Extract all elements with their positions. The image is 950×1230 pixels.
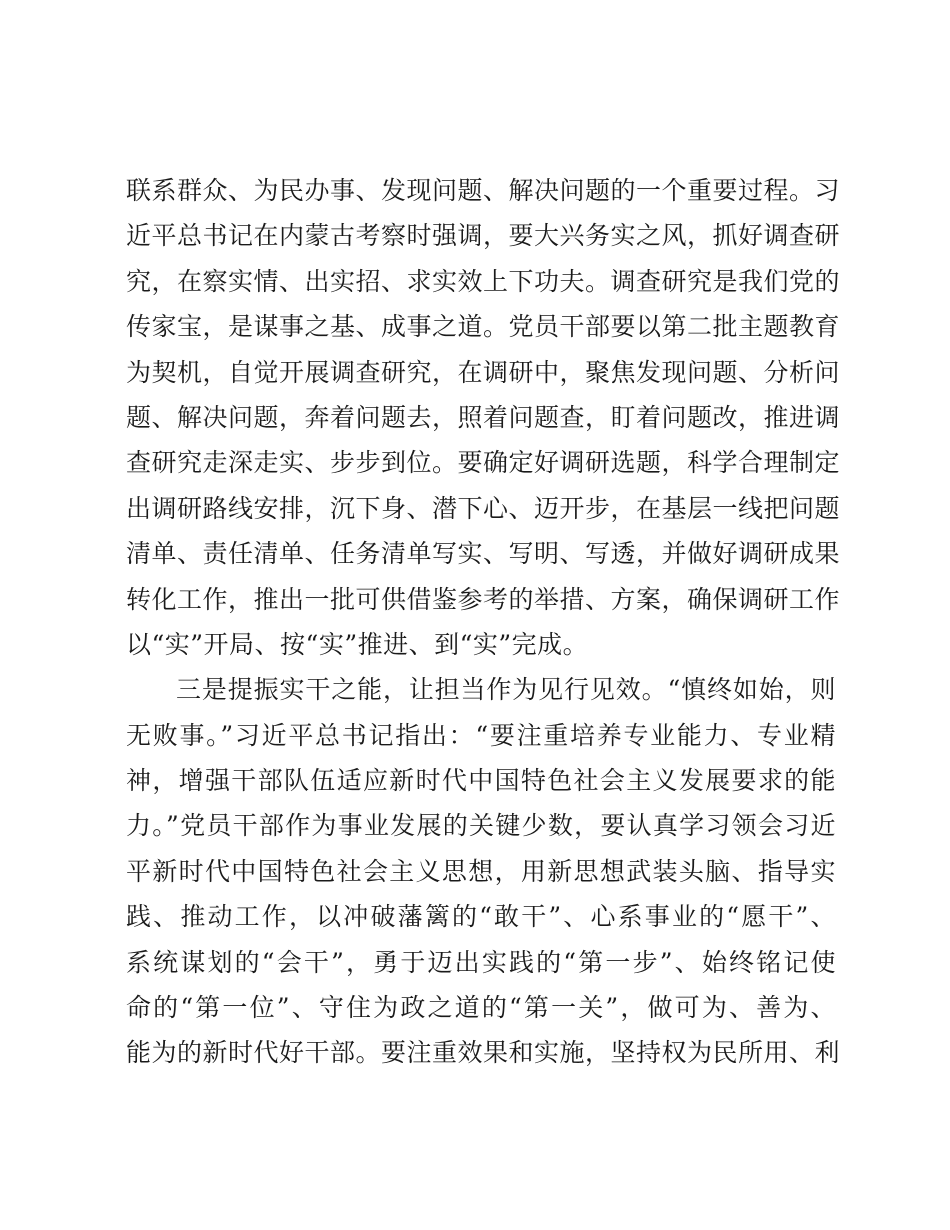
text-line: 近平总书记在内蒙古考察时强调，要大兴务实之风，抓好调查研	[126, 221, 841, 251]
text-line: 平新时代中国特色社会主义思想，用新思想武装头脑、指导实	[126, 856, 836, 886]
text-line: 联系群众、为民办事、发现问题、解决问题的一个重要过程。习	[126, 176, 841, 205]
text-line: 力。”党员干部作为事业发展的关键少数，要认真学习领会习近	[126, 811, 836, 841]
text-line: 以“实”开局、按“实”推进、到“实”完成。	[126, 629, 589, 659]
text-line: 践、推动工作，以冲破藩篱的“敢干”、心系事业的“愿干”、	[126, 902, 836, 932]
text-line: 清单、责任清单、任务清单写实、写明、写透，并做好调研成果	[126, 539, 841, 569]
text-line: 命的“第一位”、守住为政之道的“第一关”，做可为、善为、	[126, 993, 836, 1023]
body-text	[126, 168, 841, 1076]
text-line: 查研究走深走实、步步到位。要确定好调研选题，科学合理制定	[126, 448, 841, 478]
text-line: 神，增强干部队伍适应新时代中国特色社会主义发展要求的能	[126, 766, 836, 796]
paragraph-third-point	[126, 667, 841, 1076]
paragraph-research	[126, 168, 841, 667]
text-line: 传家宝，是谋事之基、成事之道。党员干部要以第二批主题教育	[126, 312, 841, 342]
text-line: 系统谋划的“会干”，勇于迈出实践的“第一步”、始终铭记使	[126, 947, 836, 977]
text-line: 出调研路线安排，沉下身、潜下心、迈开步，在基层一线把问题	[126, 493, 841, 523]
text-line: 究，在察实情、出实招、求实效上下功夫。调查研究是我们党的	[126, 266, 841, 296]
text-line: 三是提振实干之能，让担当作为见行见效。“慎终如始，则	[176, 675, 836, 705]
text-line: 能为的新时代好干部。要注重效果和实施，坚持权为民所用、利	[126, 1038, 841, 1068]
text-line: 为契机，自觉开展调查研究，在调研中，聚焦发现问题、分析问	[126, 357, 841, 387]
text-line: 题、解决问题，奔着问题去，照着问题查，盯着问题改，推进调	[126, 402, 841, 432]
text-line: 转化工作，推出一批可供借鉴参考的举措、方案，确保调研工作	[126, 584, 841, 614]
text-line: 无败事。”习近平总书记指出：“要注重培养专业能力、专业精	[126, 720, 836, 750]
